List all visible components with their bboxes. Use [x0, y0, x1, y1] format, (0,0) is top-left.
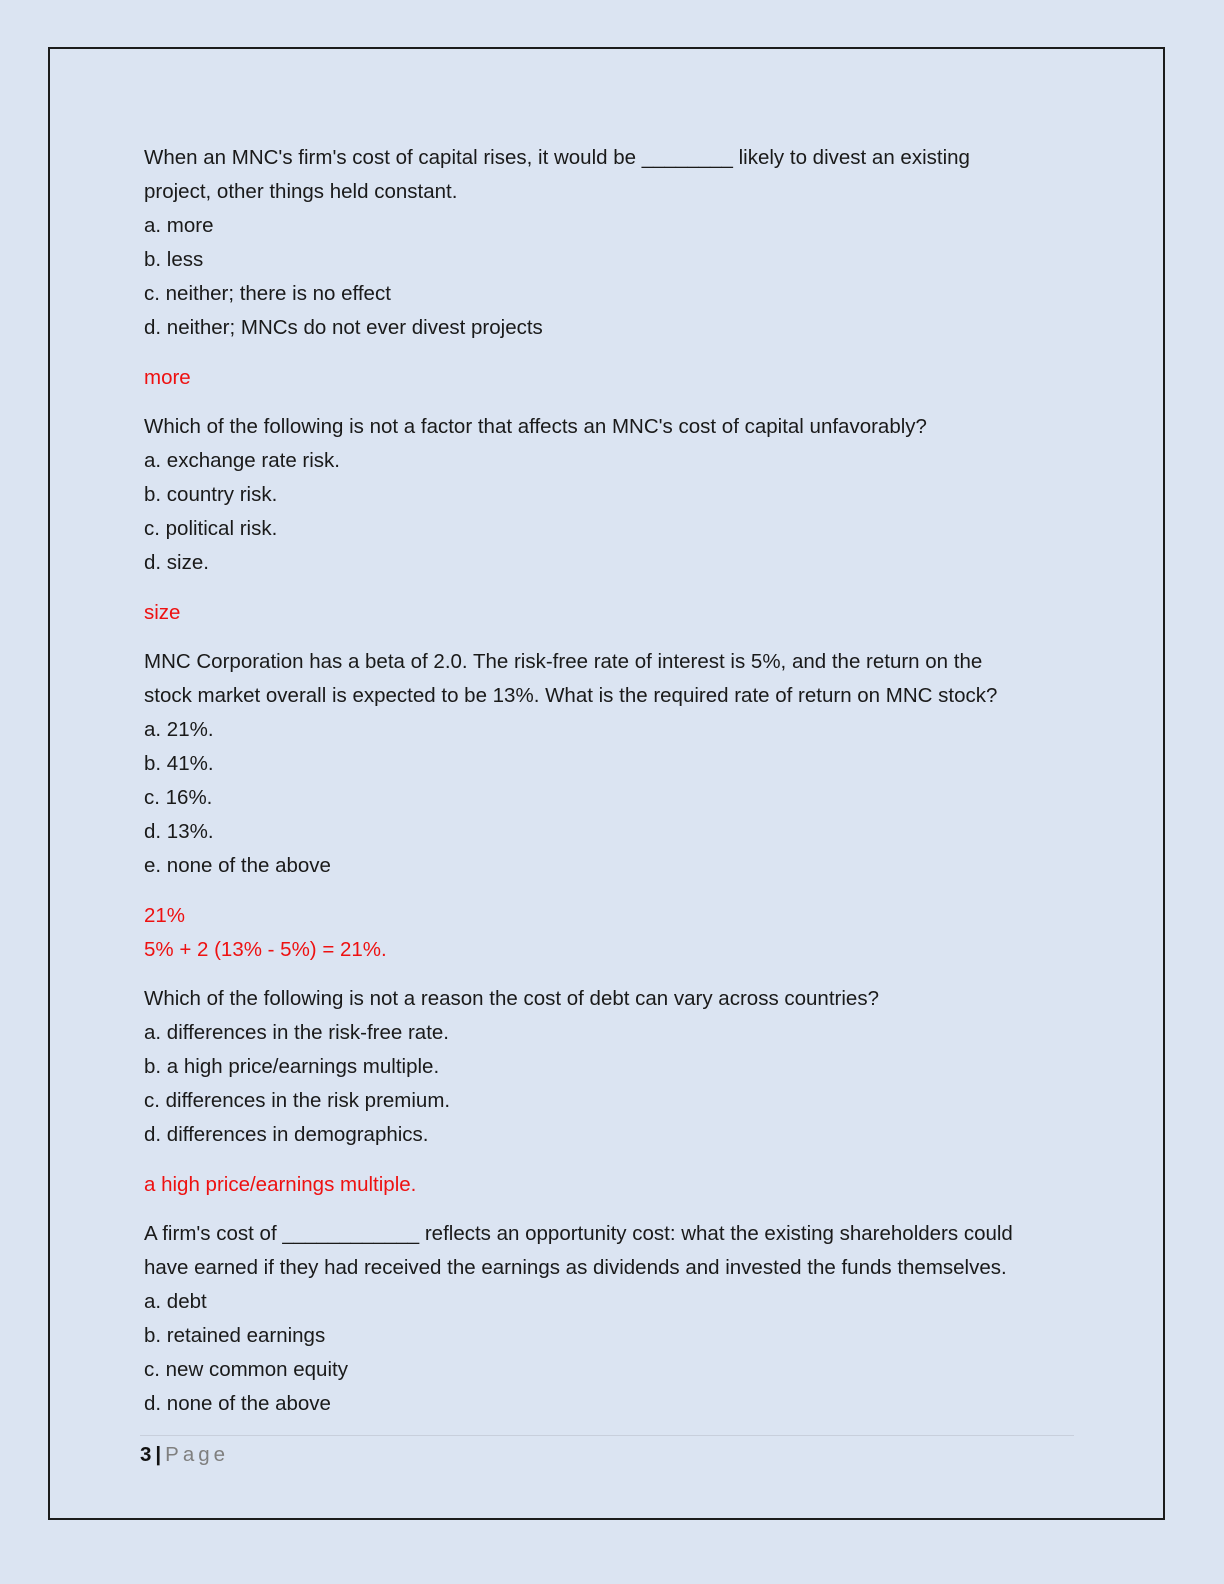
option-e: e. none of the above: [144, 854, 331, 877]
option-b: b. 41%.: [144, 752, 214, 775]
option-c: c. political risk.: [144, 517, 278, 540]
question-stem-line: A firm's cost of ____________ reflects an opportunity cost: what the existing shareholders could: [144, 1222, 1013, 1245]
answer-3: [144, 899, 1084, 967]
question-stem-line: project, other things held constant.: [144, 180, 458, 203]
option-a: a. debt: [144, 1290, 207, 1313]
option-c: c. differences in the risk premium.: [144, 1089, 451, 1112]
answer-line: a high price/earnings multiple.: [144, 1173, 417, 1196]
question-2: [144, 410, 1084, 580]
page-label: Page: [165, 1443, 230, 1466]
question-stem-line: have earned if they had received the earnings as dividends and invested the funds themselves.: [144, 1256, 1007, 1279]
page-number: 3: [140, 1443, 152, 1466]
answer-2: [144, 596, 1084, 630]
option-a: a. 21%.: [144, 718, 214, 741]
option-d: d. size.: [144, 551, 209, 574]
question-stem-line: Which of the following is not a reason the cost of debt can vary across countries?: [144, 987, 879, 1010]
question-stem-line: When an MNC's firm's cost of capital rises, it would be ________ likely to divest an existing: [144, 146, 970, 169]
option-d: d. 13%.: [144, 820, 214, 843]
document-body: [144, 141, 1084, 1437]
option-a: a. exchange rate risk.: [144, 449, 340, 472]
answer-line: 21%: [144, 904, 186, 927]
answer-1: [144, 361, 1084, 395]
option-a: a. more: [144, 214, 214, 237]
question-3: [144, 645, 1084, 883]
question-1: [144, 141, 1084, 345]
option-d: d. neither; MNCs do not ever divest projects: [144, 316, 543, 339]
option-b: b. a high price/earnings multiple.: [144, 1055, 440, 1078]
question-stem-line: stock market overall is expected to be 13%. What is the required rate of return on MNC stock?: [144, 684, 998, 707]
answer-4: [144, 1168, 1084, 1202]
option-b: b. country risk.: [144, 483, 278, 506]
option-b: b. less: [144, 248, 204, 271]
question-5: [144, 1217, 1084, 1421]
question-stem-line: MNC Corporation has a beta of 2.0. The risk-free rate of interest is 5%, and the return on the: [144, 650, 983, 673]
page-footer: [140, 1435, 1074, 1470]
option-c: c. new common equity: [144, 1358, 348, 1381]
option-c: c. 16%.: [144, 786, 213, 809]
option-d: d. none of the above: [144, 1392, 331, 1415]
option-c: c. neither; there is no effect: [144, 282, 391, 305]
footer-separator: |: [155, 1443, 162, 1466]
answer-line: more: [144, 366, 191, 389]
answer-line: size: [144, 601, 181, 624]
answer-explanation: 5% + 2 (13% - 5%) = 21%.: [144, 938, 387, 961]
option-a: a. differences in the risk-free rate.: [144, 1021, 449, 1044]
question-4: [144, 982, 1084, 1152]
question-stem-line: Which of the following is not a factor that affects an MNC's cost of capital unfavorably?: [144, 415, 927, 438]
option-b: b. retained earnings: [144, 1324, 326, 1347]
option-d: d. differences in demographics.: [144, 1123, 429, 1146]
